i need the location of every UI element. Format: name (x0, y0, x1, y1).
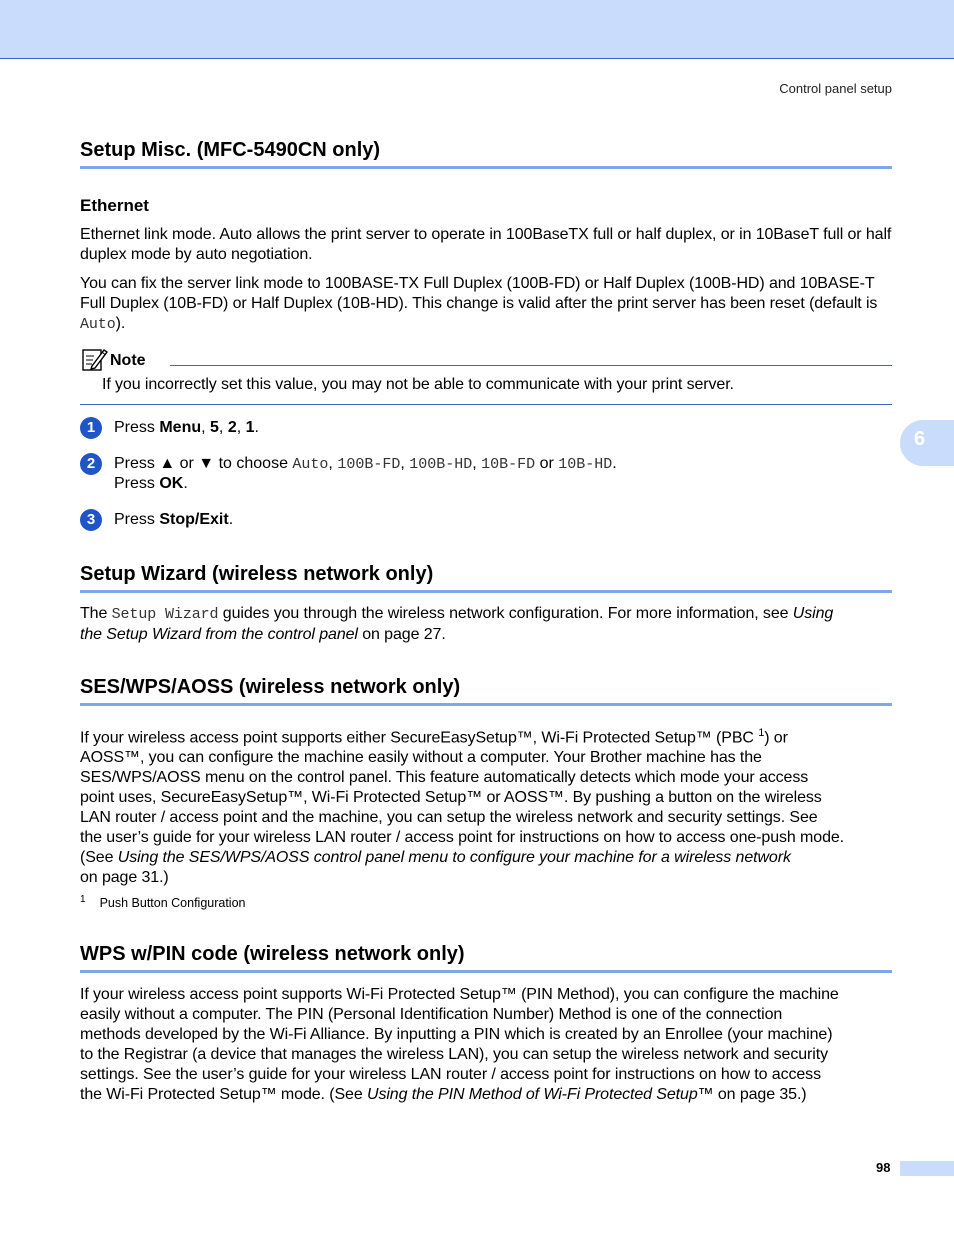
code-default: Auto (80, 316, 116, 333)
top-banner (0, 0, 954, 59)
step-3 (80, 509, 892, 533)
step-2 (80, 453, 892, 497)
ses-paragraph: If your wireless access point supports either SecureEasySetup™, Wi-Fi Protected Setup™ (PBC $^1$) or AOSS™, you can configure the machine easily without a computer. Your Brother machine has the SES/WPS/AOSS menu on the control panel. This feature automatically detects which mode your access point uses, SecureEasySetup™, Wi-Fi Protected Setup™ or AOSS™. By pushing a button on the wireless LAN router / access point and the machine, you can setup the wireless network and security settings. See the user’s guide for your wireless LAN router / access point for instructions on how to access one-push mode. (See Using the SES/WPS/AOSS control panel menu to configure your machine for a wireless network on page 31.) (80, 727, 845, 887)
note-pencil-icon (82, 347, 108, 371)
page-number-tab (900, 1161, 954, 1176)
step-text-line-2: Press OK. (114, 475, 188, 492)
step-text: Press Stop/Exit. (114, 511, 234, 528)
ethernet-paragraph-1: Ethernet link mode. Auto allows the print server to operate in 100BaseTX full or half duplex, or in 10BaseT full or half duplex mode by auto negotiation. (80, 226, 892, 263)
note-bottom-rule (80, 404, 892, 405)
section-title-wps-pin: WPS w/PIN code (wireless network only) (80, 942, 892, 973)
step-1 (80, 417, 892, 441)
ethernet-paragraph-2: You can fix the server link mode to 100BASE-TX Full Duplex (100B-FD) or Half Duplex (100B-HD) and 10BASE-T Full Duplex (10B-FD) or Half Duplex (10B-HD). This change is valid after the print server has been reset (default is Auto). (80, 275, 878, 333)
note-label: Note (110, 352, 146, 369)
step-number: 1 (80, 417, 102, 439)
wps-paragraph: If your wireless access point supports Wi-Fi Protected Setup™ (PIN Method), you can configure the machine easily without a computer. The PIN (Personal Identification Number) Method is one of the connection methods developed by the Wi-Fi Alliance. By inputting a PIN which is created by an Enrollee (your machine) to the Registrar (a device that manages the wireless LAN), you can setup the wireless network and security settings. See the user’s guide for your wireless LAN router / access point for instructions on how to access the Wi-Fi Protected Setup™ mode. (See Using the PIN Method of Wi-Fi Protected Setup™ on page 35.) (80, 986, 839, 1103)
section-title-setup-wizard: Setup Wizard (wireless network only) (80, 562, 892, 593)
chapter-number: 6 (914, 428, 926, 450)
page-number: 98 (876, 1160, 891, 1175)
section-title-setup-misc: Setup Misc. (MFC-5490CN only) (80, 138, 892, 169)
note-header (80, 347, 892, 373)
running-header: Control panel setup (779, 81, 892, 96)
subheading-ethernet: Ethernet (80, 196, 149, 215)
section-title-ses-wps-aoss: SES/WPS/AOSS (wireless network only) (80, 675, 892, 706)
step-text: Press Menu, 5, 2, 1. (114, 419, 259, 436)
note-divider (170, 365, 892, 366)
step-text: Press ▲ or ▼ to choose Auto, 100B-FD, 100B-HD, 10B-FD or 10B-HD. (114, 455, 617, 473)
note-text: If you incorrectly set this value, you may not be able to communicate with your print server. (102, 376, 734, 393)
code-setup-wizard: Setup Wizard (111, 606, 219, 623)
chapter-tab (900, 420, 954, 466)
wizard-paragraph: The Setup Wizard guides you through the wireless network configuration. For more information, see Using the Setup Wizard from the control panel on page 27. (80, 605, 834, 643)
step-number: 2 (80, 453, 102, 475)
step-number: 3 (80, 509, 102, 531)
footnote: $^1$ Push Button Configuration (80, 894, 246, 911)
